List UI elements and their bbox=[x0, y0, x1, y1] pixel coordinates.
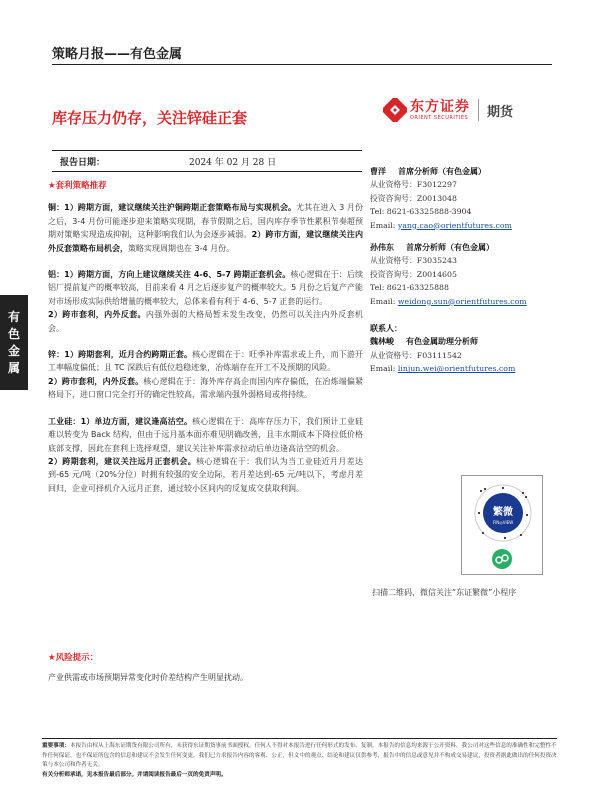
disclaimer-note: 有关分析师承诺，见本报告最后部分。并请阅读报告最后一页的免责声明。 bbox=[42, 771, 227, 778]
company-logo bbox=[383, 95, 553, 125]
risk-heading: ★风险提示： bbox=[48, 653, 99, 663]
side-tab-char: 金 bbox=[7, 343, 20, 358]
date-label: 报告日期： bbox=[60, 157, 106, 168]
analyst-1: 曹洋 首席分析师（有色金属） 从业资格号：F3012297 投资咨询号：Z0013048 Tel: 8621-63325888-3904 Email: yang.cao@orientfutures.com bbox=[370, 165, 570, 232]
analyst-role: 首席分析师（有色金属） bbox=[406, 243, 494, 253]
copper-paragraph: 铜：1）跨期方面，建议继续关注沪铜跨期正套策略布局与实现机会。尤其在进入 3 月份之后，3-4 月份可能逐步迎来策略实现期，春节假期之后，国内库存季节性累积节奏超预期对策略实现造成抑制，这种影响我们认为会逐步减弱。2）跨市方面，建议继续关注内外反套策略布局机会，策略实现周期也在 3-4 月份。 bbox=[48, 203, 363, 253]
consult-number: Z0013048 bbox=[416, 193, 457, 203]
contact-license: F03111542 bbox=[416, 350, 462, 360]
analyst-name: 曹洋 bbox=[370, 167, 386, 176]
contact-name: 魏林峻 bbox=[370, 337, 394, 347]
analyst-tel: Tel: 8621-63325888 bbox=[370, 283, 449, 293]
contact-role: 有色金属助理分析师 bbox=[406, 337, 478, 347]
analyst-2: 孙伟东 首席分析师（有色金属） 从业资格号：F3035243 投资咨询号：Z0014605 Tel: 8621-63325888 Email: weidong.sun@orientfutures.com bbox=[370, 241, 570, 308]
analyst-name: 孙伟东 bbox=[370, 243, 394, 253]
aluminum-paragraph-1: 铝：1）跨期方面，方向上建议继续关注 4-6、5-7 跨期正套机会。核心逻辑在于：后续铝厂提前复产的概率较高，目前来看 4 月之后逐步复产的概率较大。5 月份之后复产产能对市场形成实际供给增量的概率较大，总体来看有利于 4-6、5-7 正套的运行。 bbox=[48, 270, 363, 306]
consult-number: Z0014605 bbox=[416, 269, 457, 279]
report-date-bar bbox=[52, 150, 362, 172]
date-value: 2024 年 02 月 28 日 bbox=[189, 157, 277, 168]
contact-heading: 联系人： bbox=[370, 324, 402, 334]
zinc-paragraph-1: 锌：1）跨期套利，近月合约跨期正套。核心逻辑在于：旺季补库需求或上升，而下游开工率幅度偏低；且 TC 深跌后有低位趋稳迹象，冶炼端存在开工不及预期的风险。 bbox=[48, 350, 363, 373]
qr-caption: 扫描二维码，微信关注“东证繁微”小程序 bbox=[372, 588, 517, 597]
risk-section bbox=[48, 652, 558, 684]
logo-en-text: ORIENT SECURITIES bbox=[410, 114, 469, 121]
strategy-section bbox=[48, 180, 363, 495]
zinc-paragraph-2: 2）跨市套利，内外反套。核心逻辑在于：海外库存高企而国内库存偏低，在冶炼端偏紧格局下，进口窗口完全打开的确定性较高，需求端内强外弱格局或将持续。 bbox=[48, 376, 363, 400]
header-divider bbox=[52, 64, 552, 65]
analyst-tel: Tel: 8621-63325888-3904 bbox=[370, 207, 472, 217]
silicon-paragraph-1: 工业硅：1）单边方面，建议逢高沽空。核心逻辑在于：高库存压力下，我们预计工业硅难以转变为 Back 结构，但由于远月基本面亦难见明确改善，且丰水期成本下降拉低价格底部支撑，因此在套利上选择观望，建议关注补库需求拉动后单边逢高沽空的机会。 bbox=[48, 416, 363, 453]
wechat-qr-code bbox=[461, 475, 543, 575]
side-tab-char: 有 bbox=[7, 309, 20, 324]
analyst-info bbox=[370, 165, 570, 376]
disclaimer bbox=[42, 738, 557, 780]
side-tab-char: 色 bbox=[7, 326, 20, 341]
side-tab-char: 属 bbox=[7, 360, 20, 375]
side-category-tab bbox=[0, 295, 28, 390]
license-number: F3012297 bbox=[416, 180, 457, 190]
report-title: 库存压力仍存，关注锌硅正套 bbox=[52, 109, 248, 127]
aluminum-paragraph-2: 2）跨市套利，内外反套。内强外弱的大格局暂未发生改变，仍然可以关注内外反套机会。 bbox=[48, 310, 363, 333]
analyst-role: 首席分析师（有色金属） bbox=[398, 167, 486, 176]
wechat-miniprogram-icon bbox=[491, 548, 513, 570]
silicon-paragraph-2: 2）跨期套利，建议关注远月正套机会。核心逻辑在于：我们认为当工业硅近月月差达到-65 元/吨（20%分位）时拥有较强的安全边际，若月差达到-65 元/吨以下，考虑月差回归，企业可择机介入远月正套，通过较小区间内的反复成交获取利润。 bbox=[48, 456, 363, 493]
license-number: F3035243 bbox=[416, 256, 457, 266]
logo-cn-text: 东方证券 bbox=[410, 98, 470, 115]
qr-code-icon bbox=[474, 484, 532, 542]
risk-text: 产业供需或市场预期异常变化时价差结构产生明显扰动。 bbox=[48, 673, 248, 682]
contact-email-link[interactable]: linjun.wei@orientfutures.com bbox=[397, 364, 516, 374]
analyst-email-link[interactable]: weidong.sun@orientfutures.com bbox=[397, 296, 527, 306]
strategy-heading: ★套利策略推荐 bbox=[48, 181, 107, 191]
report-series-title: 策略月报——有色金属 bbox=[52, 47, 183, 62]
analyst-email-link[interactable]: yang.cao@orientfutures.com bbox=[397, 220, 512, 230]
logo-separator bbox=[478, 99, 479, 121]
qr-subtitle: FIN◎VIEW bbox=[492, 520, 514, 525]
disclaimer-label: 重要事项： bbox=[42, 743, 70, 749]
logo-division: 期货 bbox=[487, 104, 514, 120]
orient-logo-icon bbox=[383, 98, 407, 122]
contact-person: 联系人： 魏林峻 有色金属助理分析师 从业资格号：F03111542 Email: linjun.wei@orientfutures.com bbox=[370, 322, 570, 376]
disclaimer-text: 本报告由权从上海东证期货有限公司所有，未获得东证期货事前书面授权，任何人不得对本报告进行任何形式的发布、复制。本报告的信息均来源于公开资料，我公司对这些信息的准确性和完整性不作任何保证，也不保证所包含的信息和建议不会发生任何变更。我们已力求报告内容的客观、公正，但文中的观点、结论和建议仅供参考，报告中的信息或意见并不构成交易建议，投资者据此做出的任何投资决策与本公司和作者无关。 bbox=[42, 743, 557, 768]
qr-title: 繁微 bbox=[493, 507, 513, 518]
